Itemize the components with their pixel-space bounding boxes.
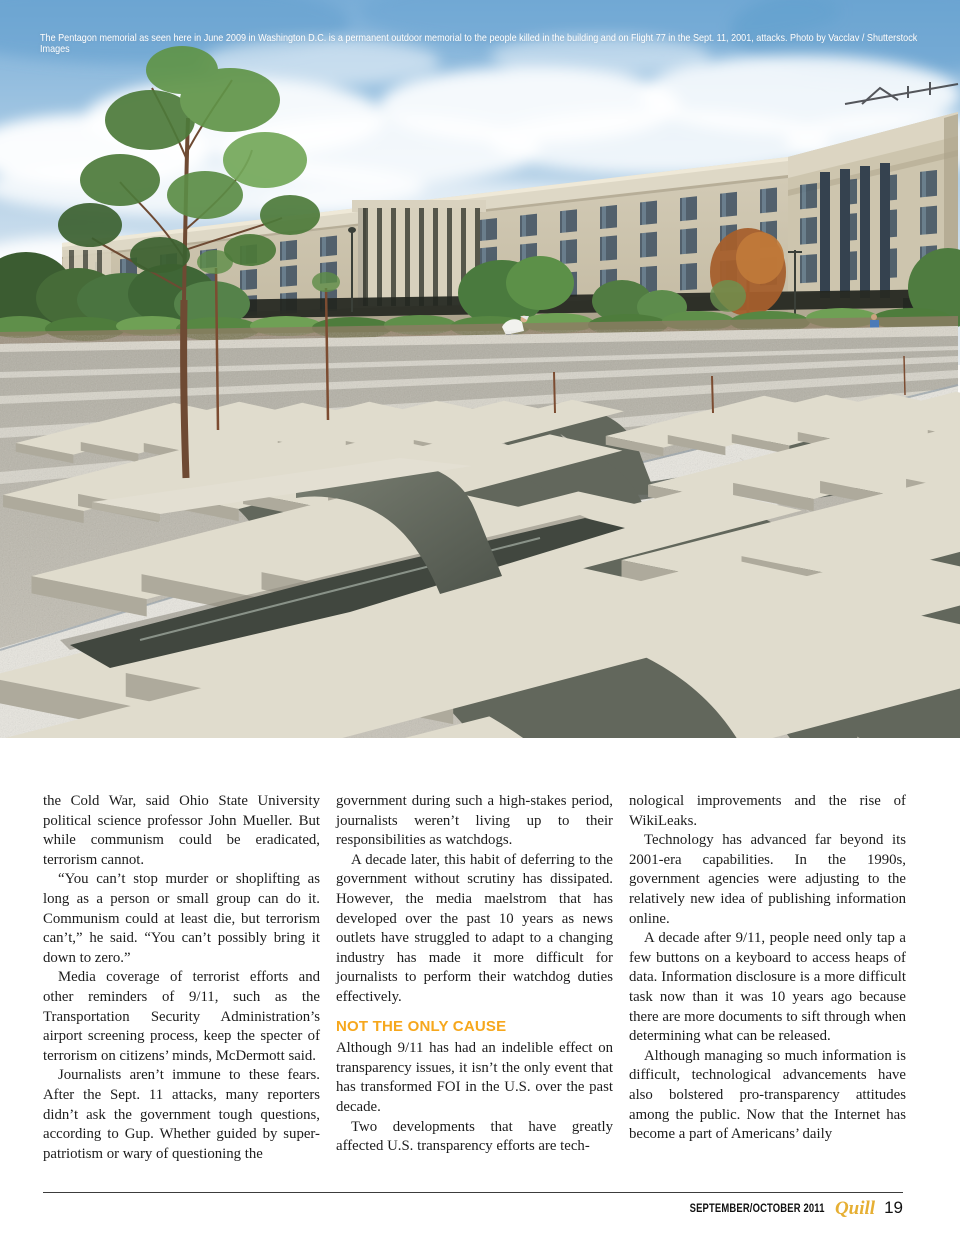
paragraph: Media coverage of terrorist efforts and other reminders of 9/11, such as the Transportation Security Administration’s airport screening process, keep the specter of terrorism on citizens’ minds, McDermott said. xyxy=(43,969,320,1064)
paragraph: nological improvements and the rise of WikiLeaks. xyxy=(629,793,906,829)
paragraph: Two developments that have greatly affected U.S. transparency efforts are tech- xyxy=(336,1118,613,1155)
photo-caption: The Pentagon memorial as seen here in June 2009 in Washington D.C. is a permanent outdoor memorial to the people killed in the building and on Flight 77 in the Sept. 11, 2001, attacks. Photo by Vacclav / Shutterstock Images xyxy=(40,33,918,55)
paragraph: Although managing so much information is difficult, technological advancements have also bolstered pro-transparency attitudes among the public. Now that the Internet has become a part of Americans’ daily xyxy=(629,1047,906,1143)
article-column-2 xyxy=(336,792,613,1164)
paragraph: Although 9/11 has had an indelible effect on transparency issues, it isn’t the only event that has transformed FOI in the U.S. over the past decade. xyxy=(336,1040,613,1115)
paragraph: Technology has advanced far beyond its 2001-era capabilities. In the 1990s, government agencies were adjusting to the relatively new idea of publishing information online. xyxy=(629,832,906,927)
article-body xyxy=(43,792,906,1164)
footer-rule xyxy=(43,1192,903,1193)
paragraph: Journalists aren’t immune to these fears. After the Sept. 11 attacks, many reporters didn’t ask the government tough questions, according to Gup. Whether guided by super-patriotism or wary of questioning the xyxy=(43,1067,320,1162)
paragraph: A decade later, this habit of deferring to the government without scrutiny has dissipated. However, the media maelstrom that has developed over the past 10 years as news outlets have struggled to adapt to a changing industry has made it more difficult for journalists to perform their watchdog duties effectively. xyxy=(336,851,613,1005)
magazine-logo: Quill xyxy=(834,1198,876,1219)
paragraph: A decade after 9/11, people need only tap a few buttons on a keyboard to access heaps of data. Information disclosure is a more difficult task now than it was 10 years ago because there are more documents to sift through when determining what can be released. xyxy=(629,930,906,1045)
article-column-1 xyxy=(43,792,320,1164)
paragraph: “You can’t stop murder or shoplifting as long as a person or small group can do it. Communism could at least die, but terrorism can’t,” he said. “You can’t possibly bring it down to zero.” xyxy=(43,871,320,966)
page-footer xyxy=(43,1198,903,1220)
page-number: 19 xyxy=(884,1198,903,1217)
section-heading: NOT THE ONLY CAUSE xyxy=(336,1017,507,1035)
article-column-3 xyxy=(629,792,906,1164)
paragraph: government during such a high-stakes period, journalists weren’t living up to their responsibilities as watchdogs. xyxy=(336,793,613,849)
paragraph: the Cold War, said Ohio State University political science professor John Mueller. But while communism could be eradicated, terrorism cannot. xyxy=(43,793,320,868)
issue-date: SEPTEMBER/OCTOBER 2011 xyxy=(689,1203,825,1215)
